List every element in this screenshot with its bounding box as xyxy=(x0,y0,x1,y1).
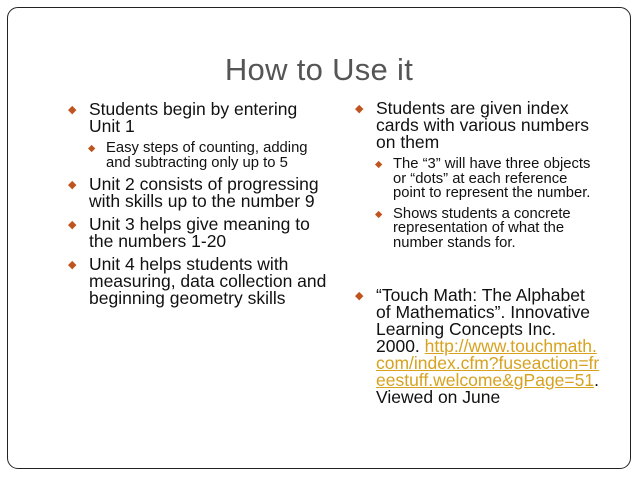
bullet-icon: ◆ xyxy=(68,219,77,231)
bullet-text: Unit 2 consists of progressing with skills up to the number 9 xyxy=(89,174,319,211)
sub-bullet-text: Easy steps of counting, adding and subtracting only up to 5 xyxy=(106,140,308,171)
bullet-icon: ◆ xyxy=(355,290,364,302)
sub-bullet-icon: ◆ xyxy=(88,143,96,154)
bullet-item xyxy=(66,176,328,210)
sub-bullet-item xyxy=(353,207,603,251)
bullet-text: Unit 3 helps give meaning to the numbers 1-20 xyxy=(89,214,310,251)
citation-item xyxy=(353,287,603,406)
bullet-item xyxy=(353,100,603,151)
sub-bullet-text: Shows students a concrete representation of what the number stands for. xyxy=(393,205,571,251)
bullet-icon: ◆ xyxy=(68,259,77,271)
citation-text: “Touch Math: The Alphabet of Mathematics”. Innovative Learning Concepts Inc. 2000. xyxy=(376,285,590,356)
bullet-item xyxy=(66,256,328,307)
sub-bullet-icon: ◆ xyxy=(375,159,383,170)
bullet-text: Students begin by entering Unit 1 xyxy=(89,99,298,136)
bullet-item xyxy=(66,216,328,250)
bullet-text: Students are given index cards with various numbers on them xyxy=(376,98,589,152)
bullet-icon: ◆ xyxy=(355,103,364,115)
sub-bullet-item xyxy=(66,141,328,170)
bullet-text: Unit 4 helps students with measuring, data collection and beginning geometry skills xyxy=(89,254,327,308)
citation-tail: . Viewed on June xyxy=(376,370,599,407)
slide-title: How to Use it xyxy=(224,52,414,87)
right-column xyxy=(353,100,603,406)
sub-bullet-item xyxy=(353,157,603,201)
bullet-icon: ◆ xyxy=(68,179,77,191)
bullet-icon: ◆ xyxy=(68,104,77,116)
sub-bullet-icon: ◆ xyxy=(375,208,383,220)
bullet-item xyxy=(66,101,328,135)
citation-link[interactable]: http://www.touchmath.com/index.cfm?fuseaction=freestuff.welcome&gPage=51 xyxy=(376,336,600,390)
sub-bullet-text: The “3” will have three objects or “dots” at each reference point to represent the number. xyxy=(393,156,591,201)
left-column xyxy=(66,100,328,307)
